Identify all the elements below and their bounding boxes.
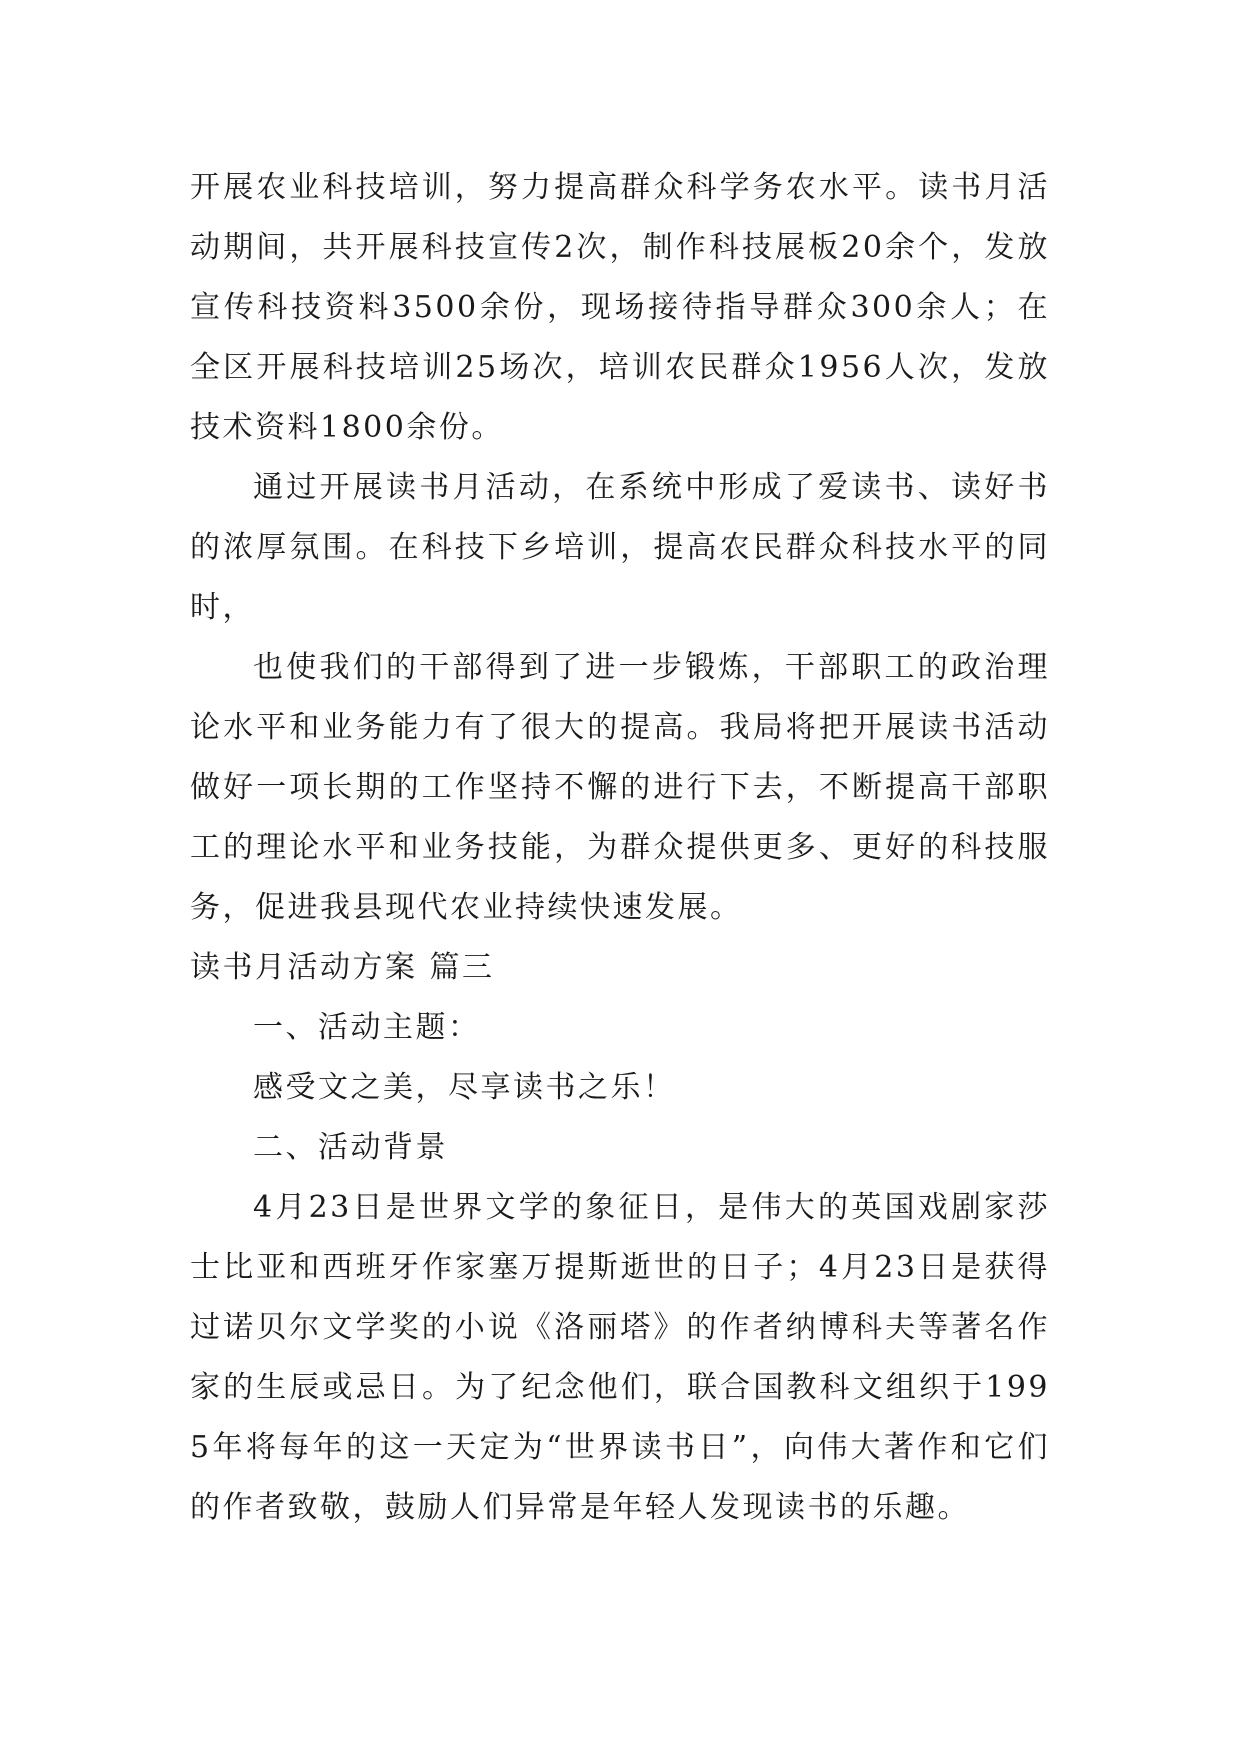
paragraph-training-summary: 开展农业科技培训，努力提高群众科学务农水平。读书月活动期间，共开展科技宣传2次，制作科技展板20余个，发放宣传科技资料3500余份，现场接待指导群众300余人；在全区开展科技培训25场次，培训农民群众1956人次，发放技术资料1800余份。 — [190, 170, 1050, 445]
paragraph-background: 4月23日是世界文学的象征日，是伟大的英国戏剧家莎士比亚和西班牙作家塞万提斯逝世的日子；4月23日是获得过诺贝尔文学奖的小说《洛丽塔》的作者纳博科夫等著名作家的生辰或忌日。为了纪念他们，联合国教科文组织于1995年将每年的这一天定为“世界读书日”，向伟大著作和它们的作者致敬，鼓励人们异常是年轻人发现读书的乐趣。 — [190, 1190, 1050, 1525]
theme-heading: 一、活动主题： — [253, 1010, 481, 1045]
document-body — [190, 158, 1050, 1538]
paragraph-reading-atmosphere: 通过开展读书月活动，在系统中形成了爱读书、读好书的浓厚氛围。在科技下乡培训，提高农民群众科技水平的同时， — [190, 470, 1050, 625]
background-heading: 二、活动背景 — [253, 1130, 448, 1165]
theme-text: 感受文之美，尽享读书之乐！ — [253, 1070, 676, 1105]
section-title: 读书月活动方案 篇三 — [190, 950, 495, 985]
paragraph-cadre-improvement: 也使我们的干部得到了进一步锻炼，干部职工的政治理论水平和业务能力有了很大的提高。我局将把开展读书活动做好一项长期的工作坚持不懈的进行下去，不断提高干部职工的理论水平和业务技能，为群众提供更多、更好的科技服务，促进我县现代农业持续快速发展。 — [190, 650, 1050, 925]
